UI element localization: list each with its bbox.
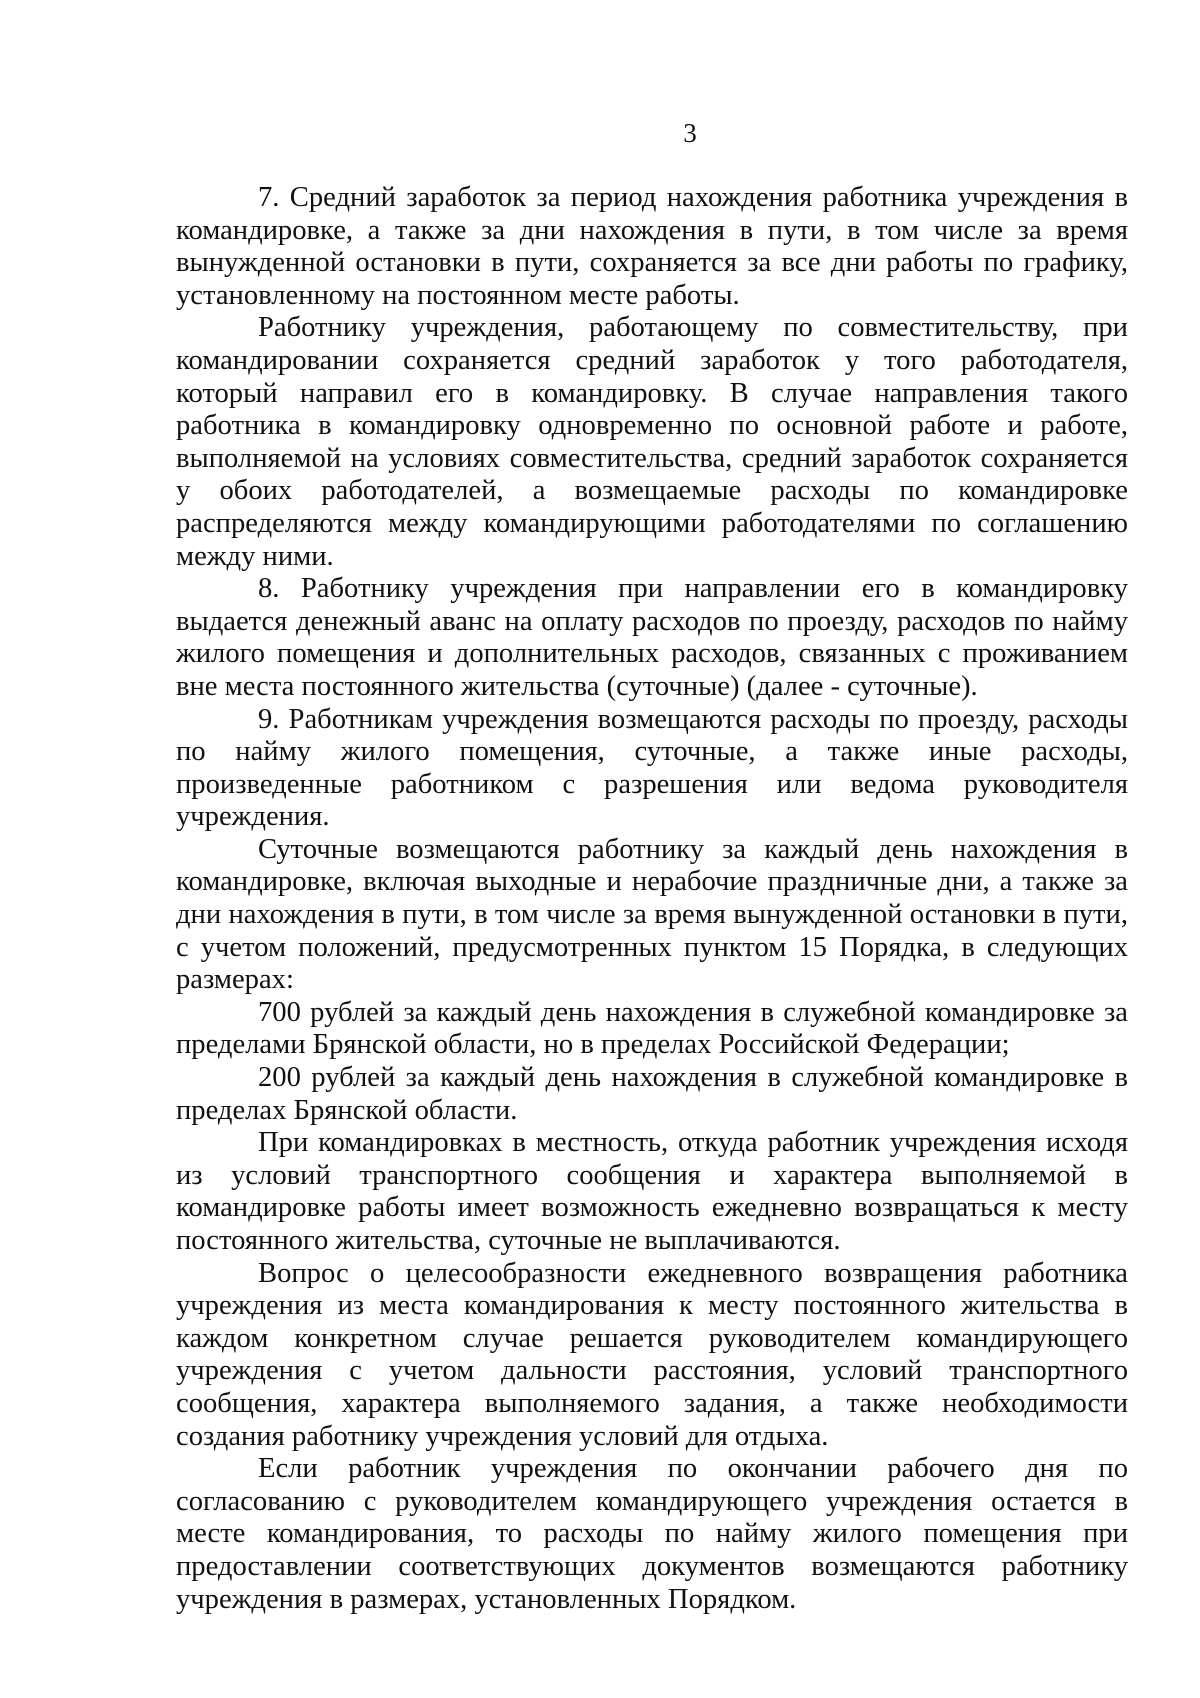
paragraph-7-average-earnings: 7. Средний заработок за период нахождения работника учреждения в командировке, а также за дни нахождения в пути, в том числе за время вынужденной остановки в пути, сохраняется за все дни работы по графику, установленному на постоянном месте работы. bbox=[176, 182, 1128, 311]
paragraph-allowance-within-region: 200 рублей за каждый день нахождения в служебной командировке в пределах Брянской области. bbox=[176, 1062, 1128, 1126]
paragraph-allowance-outside-region: 700 рублей за каждый день нахождения в служебной командировке за пределами Брянской области, но в пределах Российской Федерации; bbox=[176, 996, 1128, 1061]
paragraph-daily-return: При командировках в местность, откуда работник учреждения исходя из условий транспортного сообщения и характера выполняемой в командировке работы имеет возможность ежедневно возвращаться к месту постоянного жительства, суточные не выплачиваются. bbox=[176, 1127, 1128, 1256]
paragraph-daily-allowance: Суточные возмещаются работнику за каждый день нахождения в командировке, включая выходные и нерабочие праздничные дни, а также за дни нахождения в пути, в том числе за время вынужденной остановки в пути, с учетом положений, предусмотренных пунктом 15 Порядка, в следующих размерах: bbox=[176, 833, 1128, 996]
page-number: 3 bbox=[683, 118, 697, 148]
paragraph-expediency-question: Вопрос о целесообразности ежедневного возвращения работника учреждения из места командирования к месту постоянного жительства в каждом конкретном случае решается руководителем командирующего учреждения с учетом дальности расстояния, условий транспортного сообщения, характера выполняемого задания, а также необходимости создания работнику учреждения условий для отдыха. bbox=[176, 1257, 1128, 1452]
paragraph-9-reimbursement: 9. Работникам учреждения возмещаются расходы по проезду, расходы по найму жилого помещения, суточные, а также иные расходы, произведенные работником с разрешения или ведома руководителя учреждения. bbox=[176, 703, 1128, 833]
paragraph-8-cash-advance: 8. Работнику учреждения при направлении его в командировку выдается денежный аванс на оплату расходов по проезду, расходов по найму жилого помещения и дополнительных расходов, связанных с проживанием вне места постоянного жительства (суточные) (далее - суточные). bbox=[176, 573, 1128, 702]
paragraph-part-time-worker: Работнику учреждения, работающему по совместительству, при командировании сохраняется средний заработок у того работодателя, который направил его в командировку. В случае направления такого работника в командировку одновременно по основной работе и работе, выполняемой на условиях совместительства, средний заработок сохраняется у обоих работодателей, а возмещаемые расходы по командировке распределяются между командирующими работодателями по соглашению между ними. bbox=[176, 312, 1128, 572]
document-body bbox=[176, 182, 1128, 1616]
paragraph-accommodation-expenses: Если работник учреждения по окончании рабочего дня по согласованию с руководителем командирующего учреждения остается в месте командирования, то расходы по найму жилого помещения при предоставлении соответствующих документов возмещаются работнику учреждения в размерах, установленных Порядком. bbox=[176, 1453, 1128, 1615]
